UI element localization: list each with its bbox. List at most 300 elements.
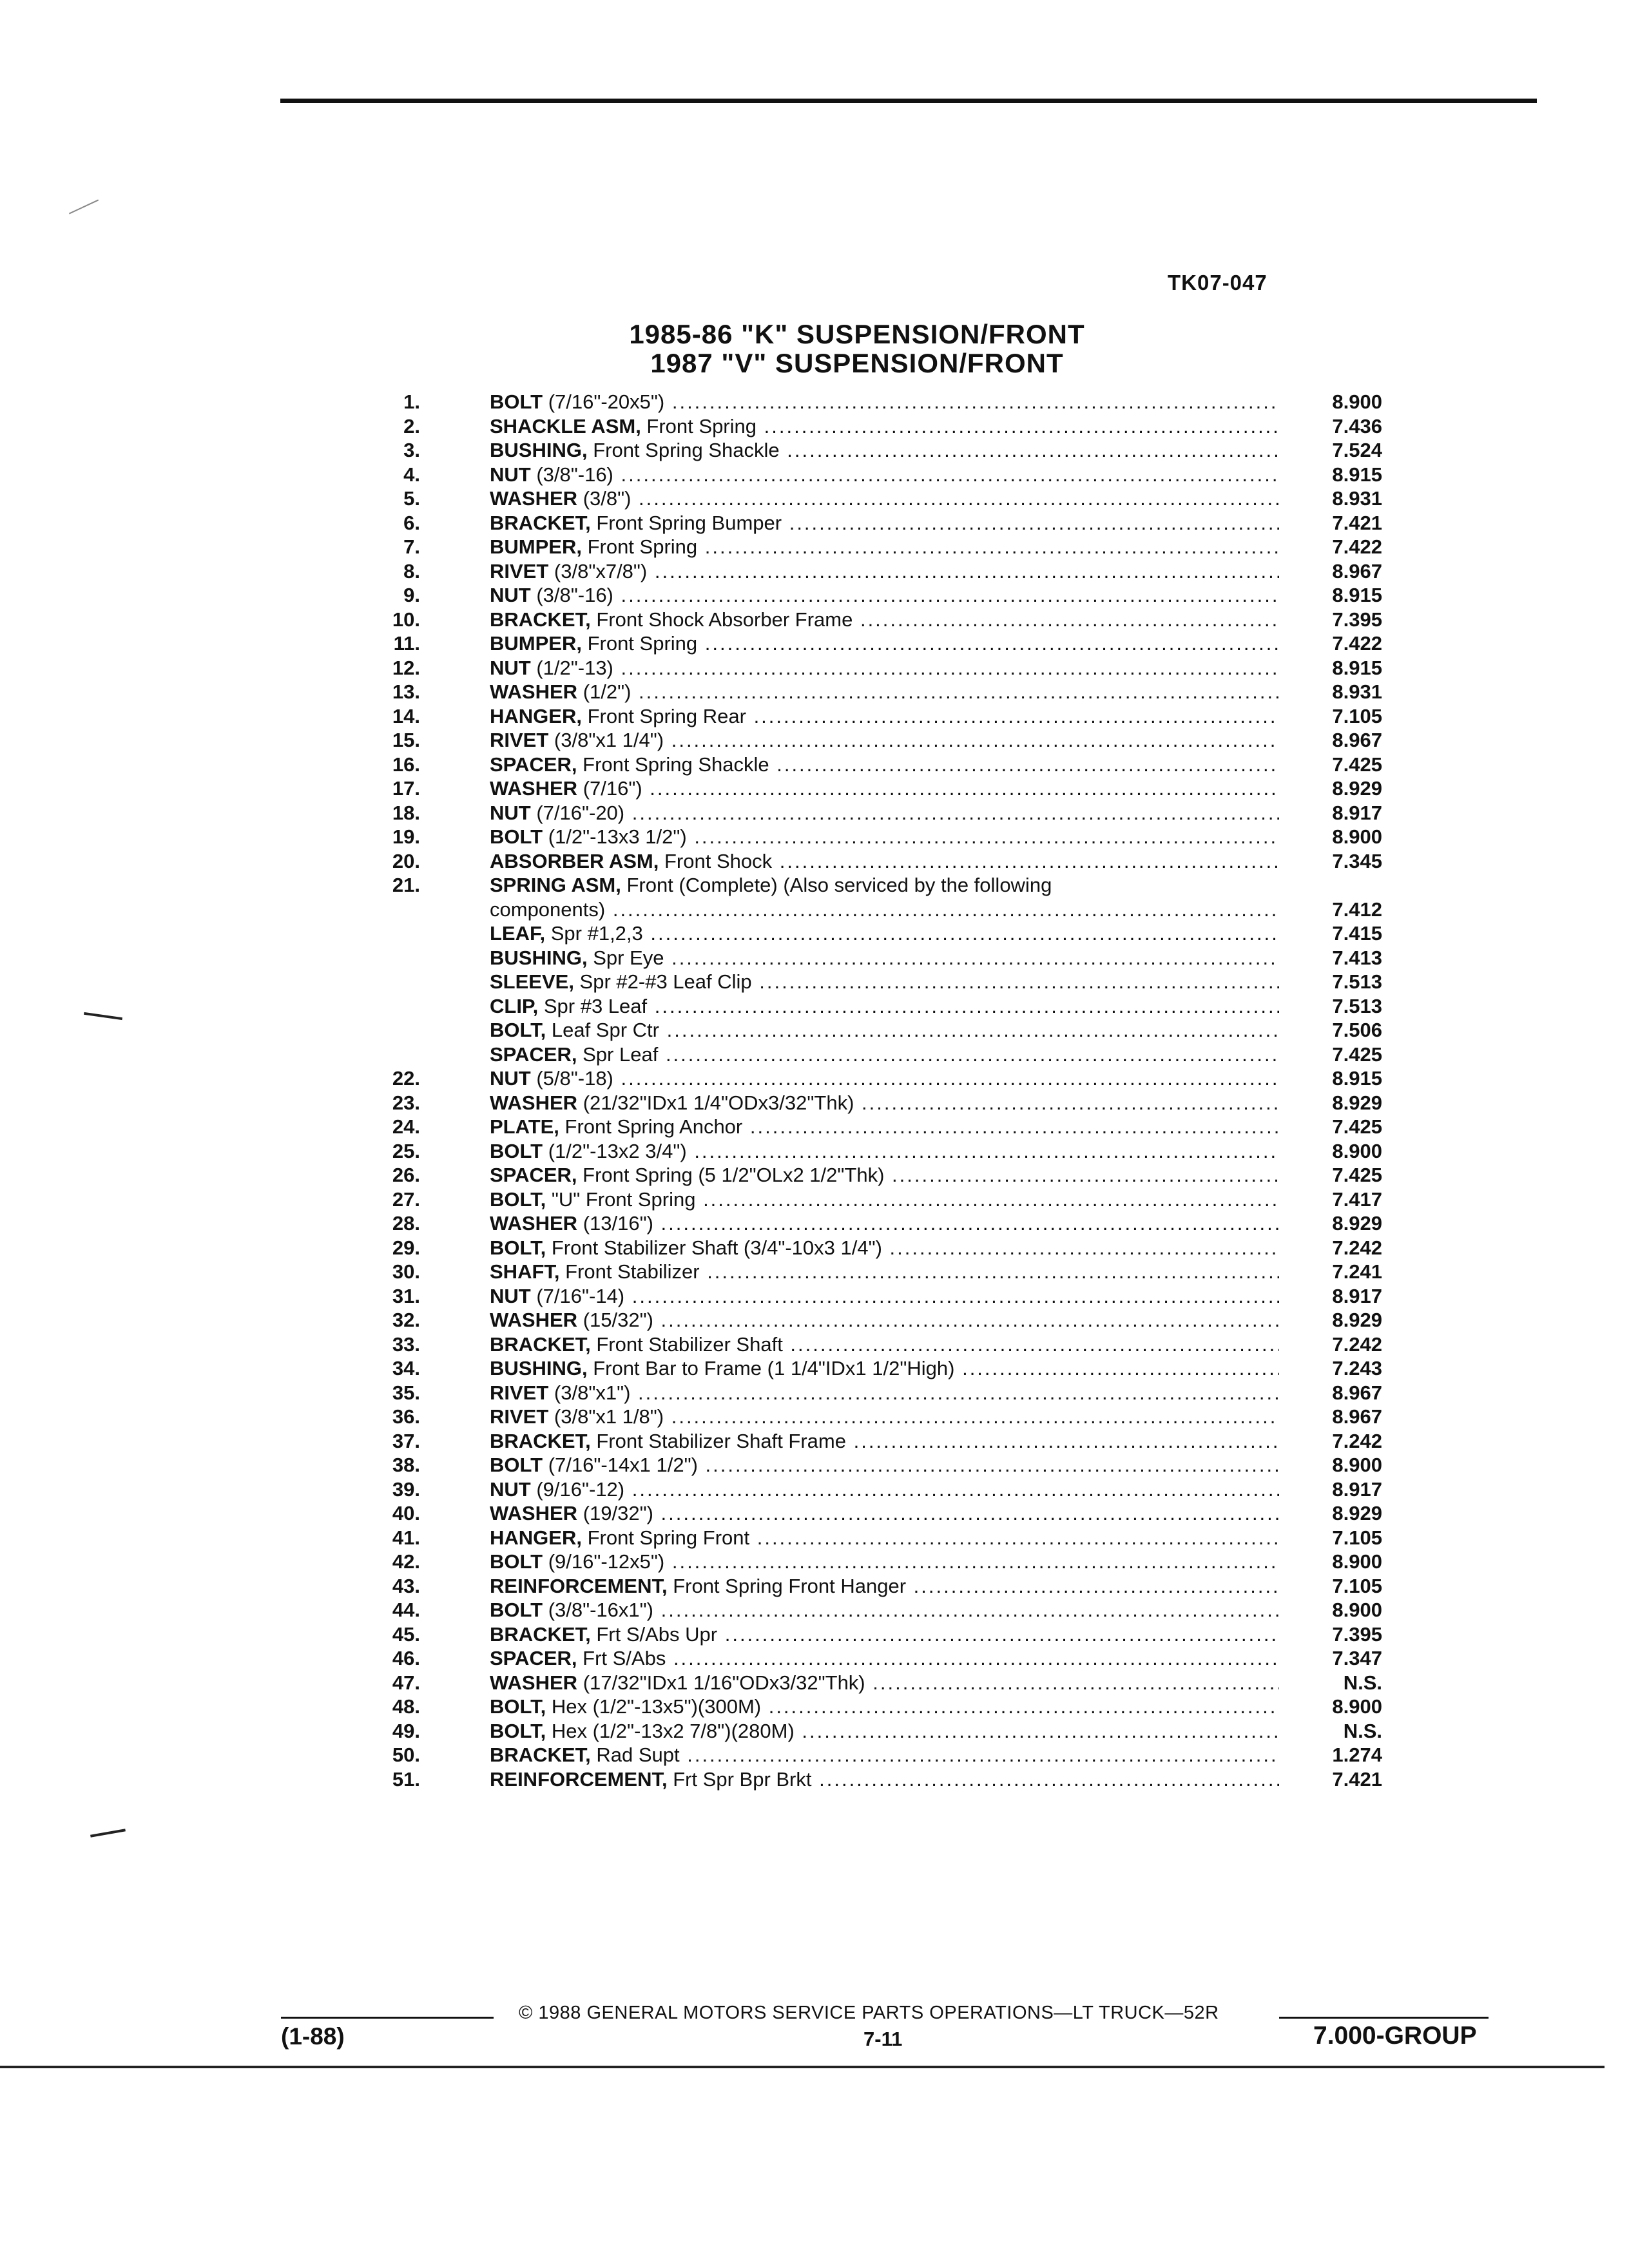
part-row [361,1381,1392,1405]
item-number: 39. [392,1477,420,1501]
part-row [361,1574,1392,1599]
part-description [490,1066,1279,1091]
part-name: WASHER [490,1671,578,1694]
part-name: NUT [490,584,531,606]
part-detail: Front Spring Anchor ..... [559,1115,1279,1138]
group-code: 8.900 [1332,1599,1382,1621]
item-number: 41. [392,1526,420,1549]
part-row [361,970,1392,994]
group-code: 8.967 [1332,729,1382,751]
part-row [361,921,1392,946]
part-description [490,1429,1279,1454]
group-code: 7.413 [1332,946,1382,969]
item-number: 6. [403,511,420,534]
part-name: BUSHING, [490,1357,588,1379]
part-description [490,1598,1279,1622]
part-name: BRACKET, [490,1622,591,1646]
item-number: 51. [392,1767,420,1791]
item-number: 13. [392,680,420,703]
part-row [361,1308,1392,1332]
part-name: BUSHING, [490,946,588,969]
part-detail: Front Spring Front Hanger ..... [668,1575,1279,1597]
part-description [490,1211,1279,1236]
part-row [361,1066,1392,1091]
part-name: RIVET [490,559,549,582]
part-row [361,631,1392,656]
item-number: 11. [393,632,420,655]
part-name: WASHER [490,1502,578,1524]
item-number: 32. [392,1309,420,1331]
group-code: 8.929 [1332,1091,1382,1114]
part-row [361,873,1392,898]
item-number: 10. [392,608,420,631]
part-detail: Front Spring ..... [582,632,1279,655]
group-code: 8.929 [1332,1309,1382,1331]
item-number: 19. [392,825,420,848]
part-row [361,898,1392,922]
part-description [490,825,1279,849]
part-row [361,1260,1392,1284]
part-description [490,776,1279,801]
item-number: 3. [403,439,420,461]
part-name: WASHER [490,1091,578,1114]
part-name: BUSHING, [490,439,588,461]
group-code: N.S. [1343,1719,1382,1742]
item-number: 22. [392,1067,420,1090]
part-description [490,1671,1279,1695]
part-row [361,438,1392,463]
group-code: 7.421 [1332,1767,1382,1791]
part-description [490,1187,1279,1212]
part-row [361,1284,1392,1309]
part-description [490,1646,1279,1671]
item-number: 38. [392,1454,420,1476]
group-code: 7.425 [1332,1115,1382,1138]
part-detail: Rad Supt ..... [591,1744,1279,1766]
part-description [490,631,1279,656]
item-number: 26. [392,1164,420,1186]
group-code: 7.395 [1332,608,1382,631]
part-description [490,535,1279,559]
item-number: 14. [392,704,420,727]
part-detail: (3/8"x1 1/8") ..... [548,1405,1279,1428]
group-code: 8.929 [1332,1212,1382,1235]
part-row [361,1622,1392,1647]
part-name: NUT [490,1284,531,1307]
part-detail: Front Spring Shackle ..... [577,753,1279,776]
part-description [490,1501,1279,1526]
item-number: 7. [403,535,420,558]
item-number: 48. [392,1695,420,1718]
part-description [490,1091,1279,1115]
part-description [490,486,1279,511]
group-code: 7.415 [1332,922,1382,945]
part-name: NUT [490,1067,531,1090]
part-row [361,994,1392,1019]
part-description [490,1743,1279,1767]
part-name: BRACKET, [490,1429,591,1452]
part-description [490,801,1279,825]
part-row [361,656,1392,680]
part-row [361,825,1392,849]
part-description [490,1574,1279,1599]
part-description [490,608,1279,632]
revision-date: (1-88) [281,2023,345,2050]
part-name: BOLT, [490,1719,546,1742]
part-detail: (21/32"IDx1 1/4"ODx3/32"Thk) ..... [577,1091,1279,1114]
part-detail: Front Spring Bumper ..... [591,512,1279,534]
scan-mark [84,1012,122,1020]
part-description [490,511,1279,535]
part-detail: Front Stabilizer ..... [560,1260,1280,1283]
part-row [361,1453,1392,1477]
part-row [361,1211,1392,1236]
group-code: 8.929 [1332,777,1382,800]
part-detail: Hex (1/2"-13x2 7/8")(280M) ..... [546,1720,1279,1742]
part-row [361,1526,1392,1550]
item-number: 20. [392,849,420,872]
group-code: 8.900 [1332,390,1382,413]
group-code: 7.422 [1332,535,1382,558]
part-row [361,1139,1392,1164]
part-name: WASHER [490,1212,578,1235]
part-name: SPACER, [490,1164,577,1186]
part-name: BUMPER, [490,535,582,558]
part-row [361,1043,1392,1067]
item-number: 49. [392,1719,420,1742]
item-number: 23. [392,1091,420,1114]
part-row [361,535,1392,559]
part-description [490,1405,1279,1429]
part-detail: Spr Eye ..... [588,947,1279,969]
group-code: 7.242 [1332,1236,1382,1259]
part-detail: (5/8"-18) ..... [531,1067,1279,1090]
part-detail: Frt Spr Bpr Brkt ..... [668,1768,1279,1791]
part-description [490,414,1279,439]
group-code: 7.105 [1332,1526,1382,1549]
part-description [490,1018,1279,1043]
item-number: 2. [403,414,420,437]
item-number: 27. [392,1187,420,1211]
group-code: 7.425 [1332,753,1382,776]
part-detail: (1/2") ..... [577,680,1279,703]
part-row [361,801,1392,825]
part-detail: (9/16"-12) ..... [531,1478,1279,1501]
part-row [361,1646,1392,1671]
item-number: 17. [392,777,420,800]
group-code: 8.917 [1332,1477,1382,1501]
part-description [490,1308,1279,1332]
part-detail: (9/16"-12x5") ..... [543,1550,1279,1573]
part-description [490,1695,1279,1719]
part-detail: Spr Leaf ..... [577,1043,1279,1066]
group-code: 7.105 [1332,1574,1382,1597]
part-description [490,704,1279,729]
part-detail: (3/8"x1") ..... [548,1381,1279,1404]
part-description [490,1332,1279,1357]
group-code: 8.931 [1332,487,1382,510]
group-code: 8.931 [1332,680,1382,703]
group-code: 7.243 [1332,1357,1382,1379]
part-detail: (3/8"-16) ..... [531,463,1279,486]
item-number: 50. [392,1744,420,1766]
part-row [361,1356,1392,1381]
part-detail: Front Bar to Frame (1 1/4"IDx1 1/2"High) ..... [588,1357,1279,1379]
item-number: 9. [403,584,420,606]
part-description [490,583,1279,608]
item-number: 34. [392,1357,420,1379]
part-name: SPRING ASM, [490,874,621,896]
part-row [361,1332,1392,1357]
part-description [490,1477,1279,1502]
part-description [490,438,1279,463]
part-description [490,946,1279,970]
part-description [490,1719,1279,1744]
part-row [361,1018,1392,1043]
part-description [490,970,1279,994]
part-detail: Front (Complete) (Also serviced by the following [621,874,1052,896]
part-description [490,753,1279,777]
group-code: 8.900 [1332,1550,1382,1573]
part-detail: (1/2"-13) ..... [531,657,1279,679]
part-detail: Spr #1,2,3 ..... [545,922,1279,945]
part-name: BRACKET, [490,1744,591,1766]
part-name: BRACKET, [490,608,591,631]
part-name: BOLT [490,1454,543,1476]
part-detail: Hex (1/2"-13x5")(300M) ..... [546,1695,1279,1718]
part-name: BRACKET, [490,511,591,534]
part-name: BOLT [490,1139,543,1162]
part-name: SHACKLE ASM, [490,414,641,437]
group-number: 7.000-GROUP [1313,2022,1477,2050]
part-detail: (3/8"x1 1/4") ..... [548,729,1279,751]
group-code: N.S. [1343,1671,1382,1694]
group-code: 7.421 [1332,511,1382,534]
group-code: 7.242 [1332,1429,1382,1452]
part-name: REINFORCEMENT, [490,1767,668,1791]
part-name: PLATE, [490,1115,559,1138]
group-code: 8.915 [1332,1067,1382,1090]
item-number: 28. [392,1212,420,1235]
part-detail: (19/32") ..... [577,1502,1279,1524]
part-name: BRACKET, [490,1332,591,1356]
scan-mark [69,200,99,215]
item-number: 31. [392,1284,420,1307]
part-detail: Frt S/Abs Upr ..... [591,1623,1279,1646]
part-row [361,1187,1392,1212]
item-number: 33. [392,1332,420,1356]
part-row [361,776,1392,801]
part-name: BUMPER, [490,632,582,655]
part-description [490,1526,1279,1550]
part-row [361,1550,1392,1574]
item-number: 37. [392,1429,420,1452]
item-number: 36. [392,1405,420,1428]
group-code: 7.425 [1332,1043,1382,1066]
parts-list [361,390,1392,1791]
footer-rule-right [1279,2017,1489,2019]
part-name: SPACER, [490,1043,577,1066]
part-row [361,1115,1392,1139]
part-name: WASHER [490,777,578,800]
part-detail: (1/2"-13x2 3/4") ..... [543,1140,1279,1162]
page-title-line-1: 1985-86 "K" SUSPENSION/FRONT [629,319,1085,349]
part-row [361,390,1392,414]
part-name: WASHER [490,1309,578,1331]
page-title-line-2: 1987 "V" SUSPENSION/FRONT [650,348,1064,378]
part-detail: Front Spring Shackle ..... [588,439,1279,461]
part-name: BOLT, [490,1019,546,1041]
part-description [490,390,1279,414]
part-detail: Front Stabilizer Shaft Frame ..... [591,1430,1279,1452]
group-code: 8.915 [1332,463,1382,486]
part-row [361,1695,1392,1719]
item-number: 29. [392,1236,420,1259]
part-row [361,1598,1392,1622]
item-number: 46. [392,1647,420,1669]
item-number: 42. [392,1550,420,1573]
part-name: SPACER, [490,753,577,776]
item-number: 30. [392,1260,420,1283]
group-code: 7.417 [1332,1187,1382,1211]
part-name: WASHER [490,680,578,703]
part-description [490,1767,1279,1792]
group-code: 8.967 [1332,1405,1382,1428]
group-code: 7.513 [1332,994,1382,1017]
part-name: BOLT, [490,1695,546,1718]
group-code: 7.513 [1332,970,1382,993]
part-name: CLIP, [490,994,539,1017]
part-name: BOLT [490,390,543,413]
part-detail: components) ..... [490,898,1279,921]
part-name: ABSORBER ASM, [490,849,659,872]
part-row [361,559,1392,584]
group-code: 7.524 [1332,439,1382,461]
group-code: 7.242 [1332,1332,1382,1356]
group-code: 7.241 [1332,1260,1382,1283]
part-description [490,559,1279,584]
part-description [490,1139,1279,1164]
part-description [490,680,1279,704]
part-row [361,849,1392,874]
part-row [361,1743,1392,1767]
item-number: 15. [392,729,420,751]
part-name: HANGER, [490,1526,582,1549]
part-row [361,1163,1392,1187]
group-code: 7.345 [1332,849,1382,872]
part-detail: (7/16"-14) ..... [531,1285,1279,1307]
part-row [361,1091,1392,1115]
group-code: 8.967 [1332,1381,1382,1404]
part-row [361,704,1392,729]
part-name: LEAF, [490,922,546,945]
part-detail: Front Shock Absorber Frame ..... [591,608,1279,631]
part-description [490,1115,1279,1139]
part-name: BOLT [490,1599,543,1621]
group-code: 8.917 [1332,1284,1382,1307]
part-detail: Front Stabilizer Shaft (3/4"-10x3 1/4") ..... [546,1236,1279,1259]
part-name: NUT [490,656,531,679]
page-number: 7-11 [863,2028,903,2050]
group-code: 7.412 [1332,898,1382,921]
part-name: HANGER, [490,704,582,727]
item-number: 45. [392,1622,420,1646]
item-number: 25. [392,1139,420,1162]
part-name: RIVET [490,1405,549,1428]
part-row [361,946,1392,970]
part-row [361,583,1392,608]
group-code: 7.105 [1332,704,1382,727]
part-detail: "U" Front Spring ..... [546,1188,1279,1211]
part-description [490,1356,1279,1381]
part-row [361,753,1392,777]
part-name: NUT [490,801,531,824]
item-number: 12. [392,656,420,679]
part-row [361,1429,1392,1454]
group-code: 7.422 [1332,632,1382,655]
item-number: 8. [403,559,420,582]
item-number: 40. [392,1502,420,1524]
part-row [361,486,1392,511]
part-detail: Front Spring (5 1/2"OLx2 1/2"Thk) ..... [577,1164,1279,1186]
copyright-notice: © 1988 GENERAL MOTORS SERVICE PARTS OPERATIONS—LT TRUCK—52R [519,2003,1219,2023]
group-code: 8.900 [1332,1454,1382,1476]
part-detail: (15/32") ..... [577,1309,1279,1331]
item-number: 44. [392,1599,420,1621]
part-detail: (7/16"-14x1 1/2") ..... [543,1454,1279,1476]
group-code: 8.967 [1332,559,1382,582]
part-description [490,849,1279,874]
part-name: SHAFT, [490,1260,560,1283]
part-description [490,1260,1279,1284]
group-code: 7.395 [1332,1622,1382,1646]
group-code: 8.929 [1332,1502,1382,1524]
top-rule [280,99,1537,103]
item-number: 16. [392,753,420,776]
group-code: 8.900 [1332,1695,1382,1718]
part-name: REINFORCEMENT, [490,1574,668,1597]
part-row [361,414,1392,439]
item-number: 47. [392,1671,420,1694]
part-name: NUT [490,463,531,486]
part-detail: Front Spring Front ..... [582,1526,1279,1549]
part-row [361,680,1392,704]
part-detail: Front Spring Rear ..... [582,705,1279,727]
part-row [361,1767,1392,1792]
part-description [490,873,1603,898]
part-row [361,1501,1392,1526]
group-code: 8.917 [1332,801,1382,824]
group-code: 7.506 [1332,1019,1382,1041]
part-name: BOLT [490,825,543,848]
part-row [361,463,1392,487]
part-description [490,921,1279,946]
part-detail: (13/16") ..... [577,1212,1279,1235]
part-detail: Spr #3 Leaf ..... [538,995,1279,1017]
part-detail: (7/16"-20) ..... [531,802,1279,824]
part-detail: Leaf Spr Ctr ..... [546,1019,1279,1041]
part-description [490,898,1279,922]
part-description [490,1381,1279,1405]
part-row [361,1236,1392,1260]
part-row [361,1671,1392,1695]
part-name: BOLT, [490,1187,546,1211]
group-code: 8.900 [1332,1139,1382,1162]
part-name: WASHER [490,487,578,510]
footer-rule-left [281,2017,494,2019]
part-name: RIVET [490,729,549,751]
part-detail: (3/8") ..... [577,487,1279,510]
